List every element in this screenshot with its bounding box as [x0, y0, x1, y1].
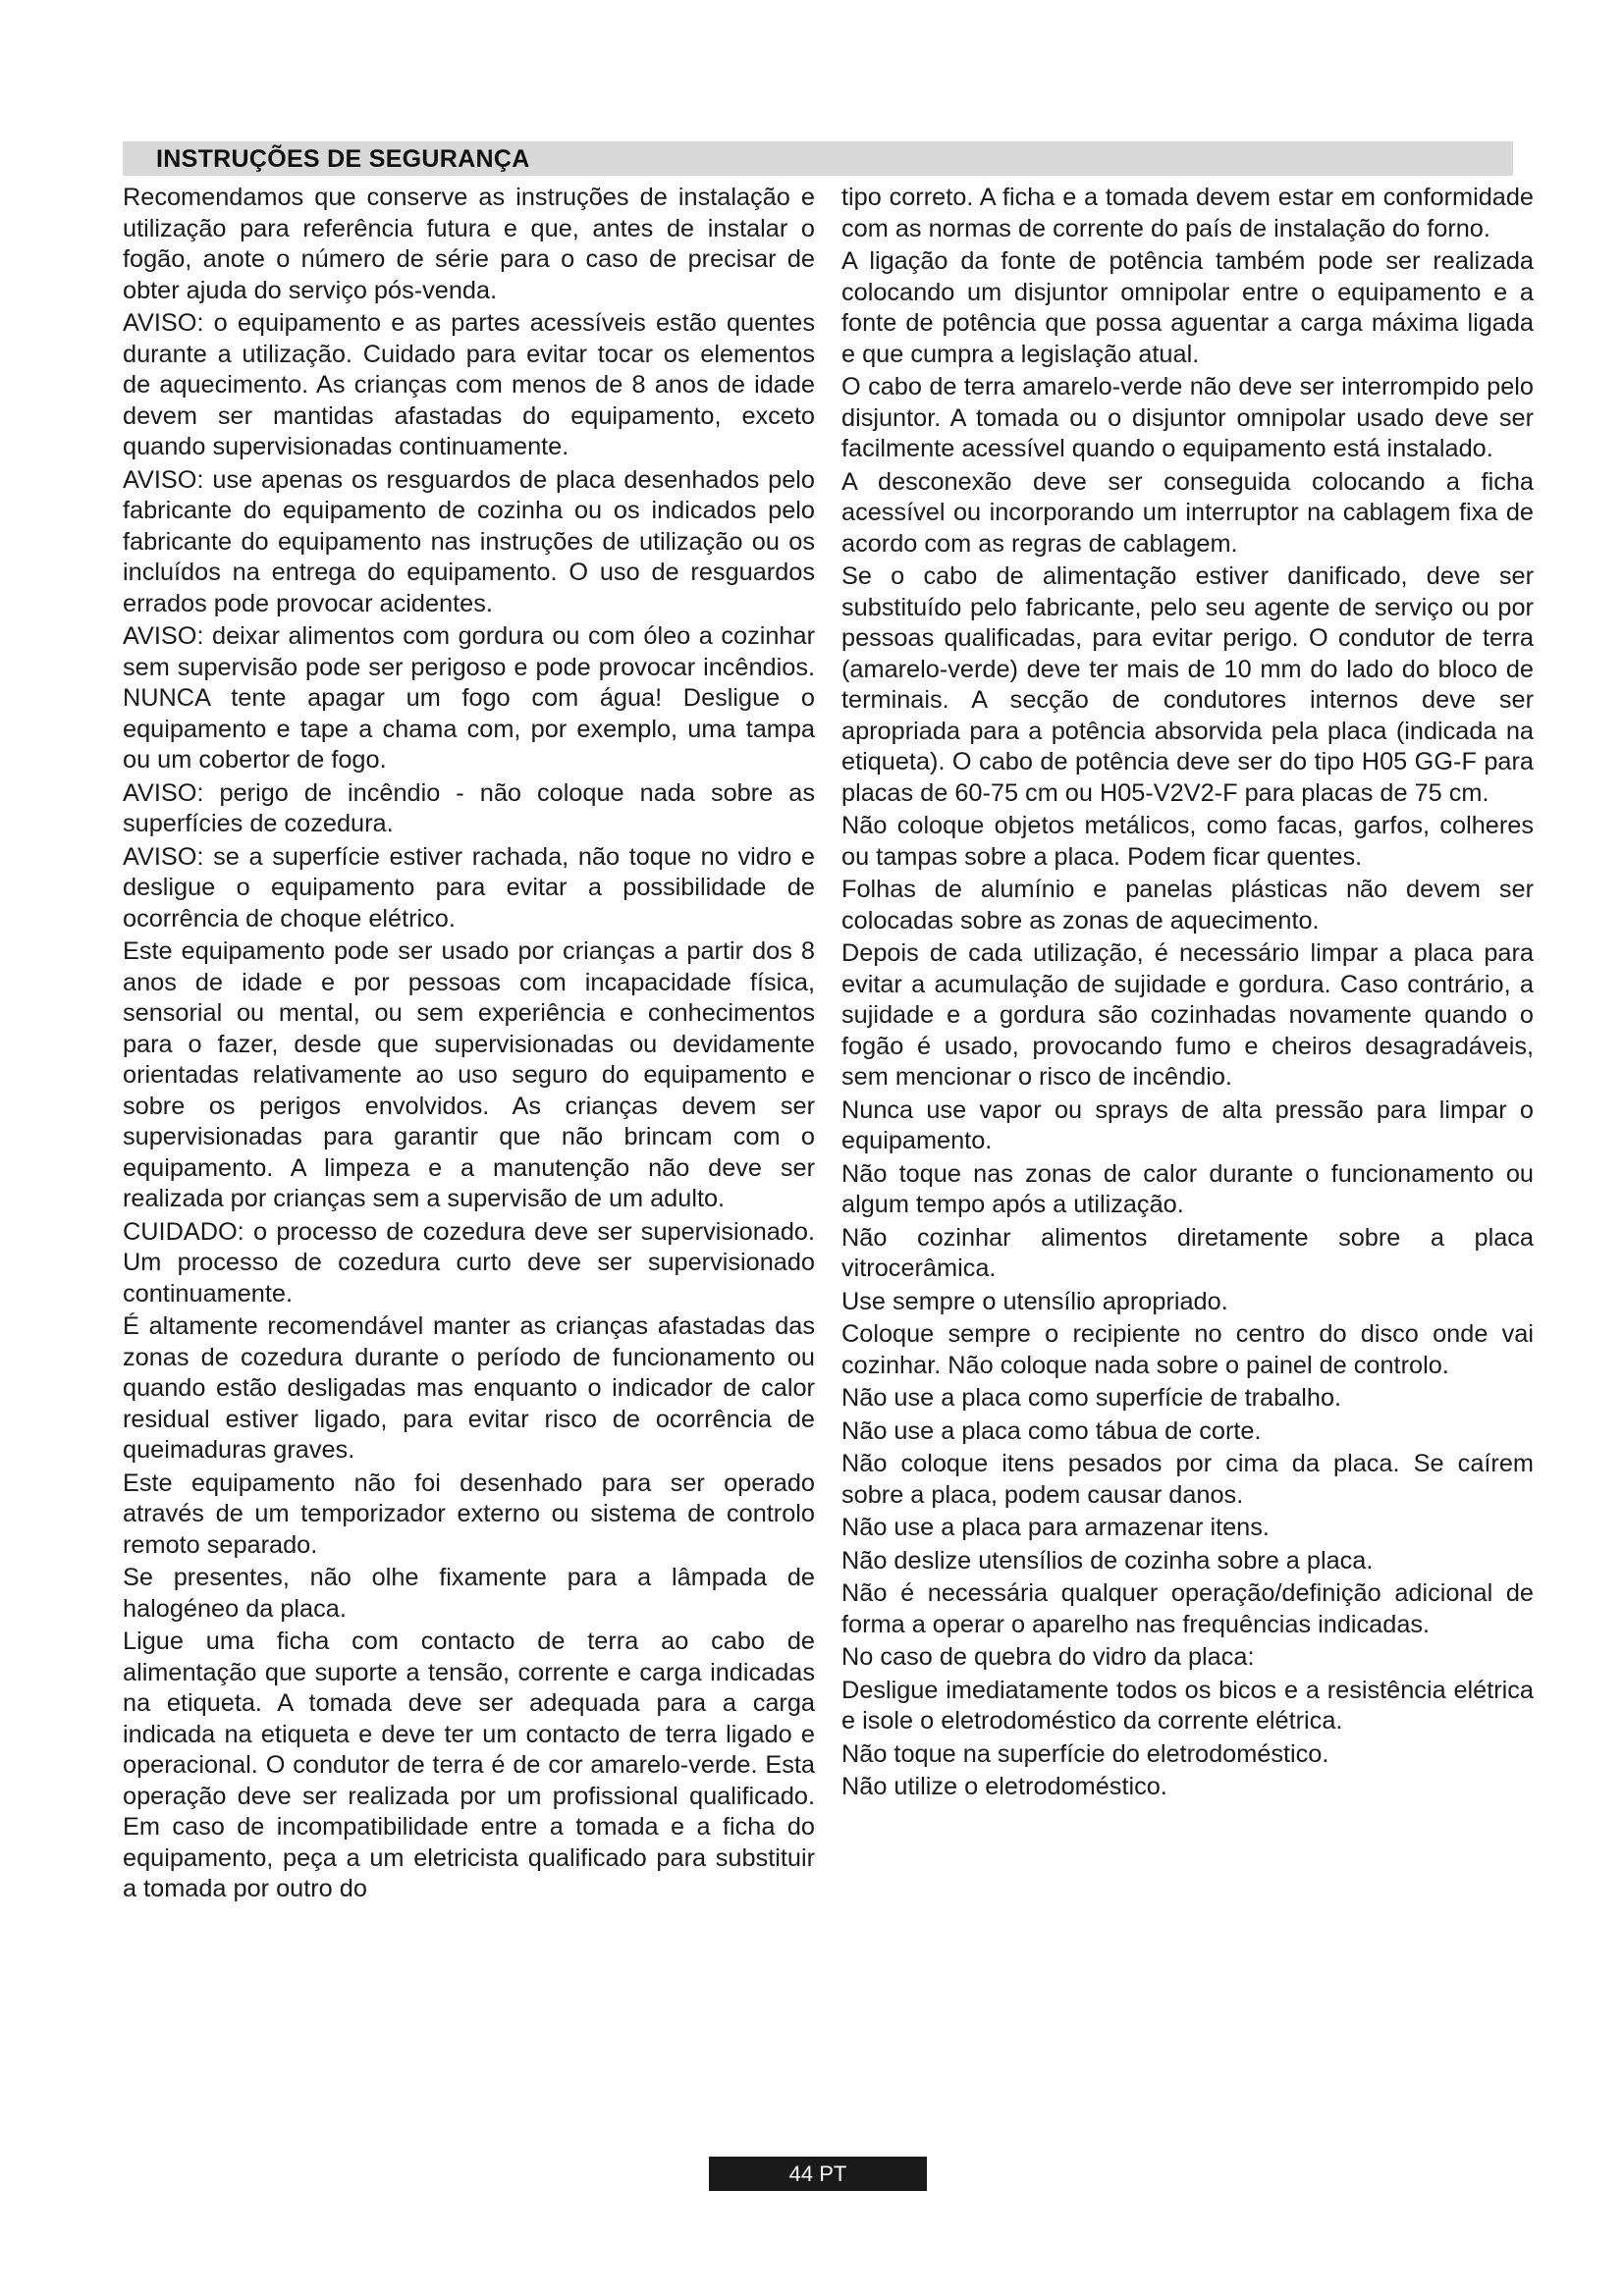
- paragraph: Não toque na superfície do eletrodoméstico.: [841, 1739, 1329, 1768]
- paragraph: Não use a placa como tábua de corte.: [841, 1416, 1262, 1445]
- paragraph: O cabo de terra amarelo-verde não deve ser interrompido pelo disjuntor. A tomada ou o disjuntor omnipolar usado deve ser facilmente acessível quando o equipamento está instalado.: [841, 373, 1534, 462]
- paragraph: Folhas de alumínio e panelas plásticas não devem ser colocadas sobre as zonas de aquecimento.: [841, 876, 1534, 934]
- paragraph: Nunca use vapor ou sprays de alta pressão para limpar o equipamento.: [841, 1095, 1534, 1154]
- paragraph: No caso de quebra do vidro da placa:: [841, 1643, 1255, 1671]
- paragraph: Não é necessária qualquer operação/definição adicional de forma a operar o aparelho nas frequências indicadas.: [841, 1579, 1534, 1638]
- paragraph: AVISO: use apenas os resguardos de placa desenhados pelo fabricante do equipamento de cozinha ou os indicados pelo fabricante do equipamento nas instruções de utilização ou os incluídos na entrega do equipamento. O uso de resguardos errados pode provocar acidentes.: [123, 465, 815, 617]
- paragraph: tipo correto. A ficha e a tomada devem estar em conformidade com as normas de corrente do país de instalação do forno.: [841, 184, 1534, 242]
- paragraph: Não use a placa como superfície de trabalho.: [841, 1384, 1342, 1412]
- paragraph: A desconexão deve ser conseguida colocando a ficha acessível ou incorporando um interruptor na cablagem fixa de acordo com as regras de cablagem.: [841, 467, 1534, 558]
- page-number-label: 44 PT: [709, 2157, 927, 2191]
- paragraph: Desligue imediatamente todos os bicos e a resistência elétrica e isole o eletrodoméstico da corrente elétrica.: [841, 1676, 1534, 1735]
- paragraph: Se presentes, não olhe fixamente para a lâmpada de halogéneo da placa.: [123, 1564, 815, 1623]
- paragraph: A ligação da fonte de potência também pode ser realizada colocando um disjuntor omnipolar entre o equipamento e a fonte de potência que possa aguentar a carga máxima ligada e que cumpra a legislação atual.: [841, 247, 1534, 368]
- paragraph: CUIDADO: o processo de cozedura deve ser supervisionado. Um processo de cozedura curto deve ser supervisionado continuamente.: [123, 1217, 815, 1308]
- paragraph: Não coloque objetos metálicos, como facas, garfos, colheres ou tampas sobre a placa. Podem ficar quentes.: [841, 812, 1534, 871]
- paragraph: Não toque nas zonas de calor durante o funcionamento ou algum tempo após a utilização.: [841, 1159, 1534, 1218]
- paragraph: Não cozinhar alimentos diretamente sobre a placa vitrocerâmica.: [841, 1223, 1534, 1282]
- paragraph: AVISO: o equipamento e as partes acessíveis estão quentes durante a utilização. Cuidado para evitar tocar os elementos de aquecimento. As crianças com menos de 8 anos de idade devem ser mantidas afastadas do equipamento, exceto quando supervisionadas continuamente.: [123, 309, 815, 460]
- paragraph: Coloque sempre o recipiente no centro do disco onde vai cozinhar. Não coloque nada sobre o painel de controlo.: [841, 1320, 1534, 1379]
- paragraph: AVISO: deixar alimentos com gordura ou com óleo a cozinhar sem supervisão pode ser perigoso e pode provocar incêndios. NUNCA tente apagar um fogo com água! Desligue o equipamento e tape a chama com, por exemplo, uma tampa ou um cobertor de fogo.: [123, 622, 815, 774]
- left-column: [123, 183, 815, 1907]
- paragraph: Use sempre o utensílio apropriado.: [841, 1287, 1228, 1315]
- paragraph: Ligue uma ficha com contacto de terra ao cabo de alimentação que suporte a tensão, corrente e carga indicadas na etiqueta. A tomada deve ser adequada para a carga indicada na etiqueta e deve ter um contacto de terra ligado e operacional. O condutor de terra é de cor amarelo-verde. Esta operação deve ser realizada por um profissional qualificado. Em caso de incompatibilidade entre a tomada e a ficha do equipamento, peça a um eletricista qualificado para substituir a tomada por outro do: [123, 1628, 815, 1902]
- paragraph: Não deslize utensílios de cozinha sobre a placa.: [841, 1546, 1374, 1575]
- paragraph: AVISO: se a superfície estiver rachada, não toque no vidro e desligue o equipamento para evitar a possibilidade de ocorrência de choque elétrico.: [123, 842, 815, 933]
- paragraph: Não coloque itens pesados por cima da placa. Se caírem sobre a placa, podem causar danos.: [841, 1450, 1534, 1509]
- section-title: INSTRUÇÕES DE SEGURANÇA: [156, 145, 530, 173]
- paragraph: Não use a placa para armazenar itens.: [841, 1514, 1270, 1541]
- paragraph: É altamente recomendável manter as crianças afastadas das zonas de cozedura durante o período de funcionamento ou quando estão desligadas mas enquanto o indicador de calor residual estiver ligado, para evitar risco de ocorrência de queimaduras graves.: [123, 1312, 815, 1464]
- paragraph: Recomendamos que conserve as instruções de instalação e utilização para referência futura e que, antes de instalar o fogão, anote o número de série para o caso de precisar de obter ajuda do serviço pós-venda.: [123, 184, 815, 304]
- paragraph: Se o cabo de alimentação estiver danificado, deve ser substituído pelo fabricante, pelo seu agente de serviço ou por pessoas qualificadas, para evitar perigo. O condutor de terra (amarelo-verde) deve ter mais de 10 mm do lado do bloco de terminais. A secção de condutores internos deve ser apropriada para a potência absorvida pela placa (indicada na etiqueta). O cabo de potência deve ser do tipo H05 GG-F para placas de 60-75 cm ou H05-V2V2-F para placas de 75 cm.: [841, 562, 1534, 807]
- section-header-bar: [123, 141, 1513, 176]
- paragraph: AVISO: perigo de incêndio - não coloque nada sobre as superfícies de cozedura.: [123, 778, 815, 837]
- paragraph: Depois de cada utilização, é necessário limpar a placa para evitar a acumulação de sujidade e gordura. Caso contrário, a sujidade e a gordura são cozinhadas novamente quando o fogão é usado, provocando fumo e cheiros desagradáveis, sem mencionar o risco de incêndio.: [841, 939, 1534, 1091]
- paragraph: Este equipamento pode ser usado por crianças a partir dos 8 anos de idade e por pessoas com incapacidade física, sensorial ou mental, ou sem experiência e conhecimentos para o fazer, desde que supervisionadas ou devidamente orientadas relativamente ao uso seguro do equipamento e sobre os perigos envolvidos. As crianças devem ser supervisionadas para garantir que não brincam com o equipamento. A limpeza e a manutenção não deve ser realizada por crianças sem a supervisão de um adulto.: [123, 937, 815, 1212]
- paragraph: Não utilize o eletrodoméstico.: [841, 1773, 1167, 1800]
- paragraph: Este equipamento não foi desenhado para ser operado através de um temporizador externo ou sistema de controlo remoto separado.: [123, 1468, 815, 1559]
- right-column: [841, 183, 1534, 1805]
